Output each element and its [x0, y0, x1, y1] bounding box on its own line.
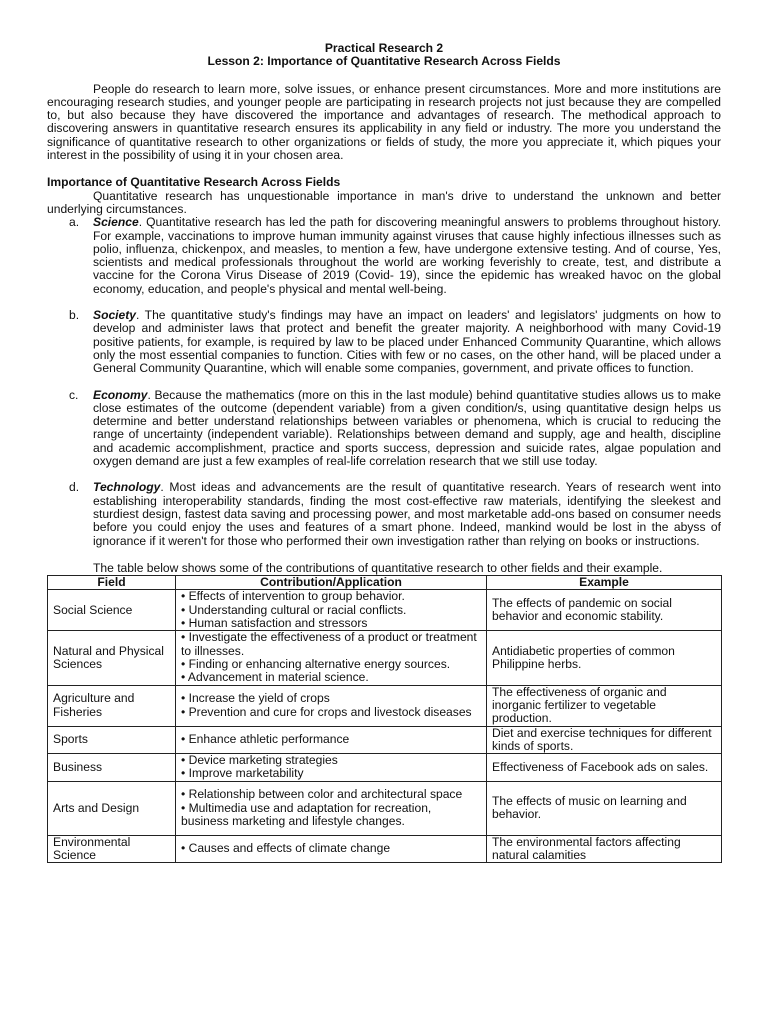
contribution-item: • Increase the yield of crops [181, 691, 330, 706]
table-header-row [48, 576, 722, 590]
example-cell: Diet and exercise techniques for different kinds of sports. [487, 726, 722, 754]
example-cell: The effects of music on learning and behavior. [487, 781, 722, 835]
field-cell: Environmental Science [48, 835, 176, 863]
list-item-letter: b. [69, 308, 80, 323]
example-cell: Antidiabetic properties of common Philippine herbs. [487, 631, 722, 685]
table-row [48, 590, 722, 631]
contribution-item: • Device marketing strategies [181, 753, 338, 768]
list-item-letter: d. [69, 480, 80, 495]
contribution-item: • Relationship between color and architectural space [181, 787, 463, 802]
contribution-item: • Multimedia use and adaptation for recreation, business marketing and lifestyle changes. [181, 800, 432, 828]
contribution-item: • Causes and effects of climate change [181, 841, 391, 856]
document-title: Practical Research 2 [324, 41, 444, 55]
contribution-item: • Improve marketability [181, 766, 304, 781]
table-intro: The table below shows some of the contributions of quantitative research to other fields and their example. [93, 560, 663, 575]
example-cell: The effects of pandemic on social behavior and economic stability. [487, 590, 722, 631]
field-cell: Social Science [48, 590, 176, 631]
list-item-economy [47, 389, 721, 469]
example-cell: The environmental factors affecting natural calamities [487, 835, 722, 863]
list-item-text: . Most ideas and advancements are the result of quantitative research. Years of research went into establishing interoperability standards, finding the most cost-effective raw materials, identifying the sleekest and sturdiest design, fastest data saving and processing power, and most marketable add-ons based on consumer needs before you could enjoy the uses and features of a smart phone. Indeed, mankind would be lost in the abyss of ignorance if it weren't for those who performed their own investigation rather than relying on books or instructions. [93, 480, 721, 548]
table-row [48, 631, 722, 685]
contribution-cell [176, 590, 487, 631]
section-intro: Quantitative research has unquestionable importance in man's drive to understand the unknown and better underlying circumstances. [47, 188, 721, 216]
list-item-science [47, 216, 721, 296]
list-item-letter: c. [69, 387, 79, 402]
table-row [48, 685, 722, 726]
column-header-example: Example [487, 576, 722, 590]
lesson-title: Lesson 2: Importance of Quantitative Research Across Fields [207, 54, 561, 69]
field-cell: Agriculture and Fisheries [48, 685, 176, 726]
list-item-title: Science [93, 215, 139, 230]
contribution-item: • Prevention and cure for crops and livestock diseases [181, 704, 472, 719]
contribution-item: • Finding or enhancing alternative energy sources. [181, 656, 451, 671]
list-item-technology [47, 481, 721, 547]
list-item-text: . Because the mathematics (more on this in the last module) behind quantitative studies allows us to make close estimates of the outcome (dependent variable) from a given condition/s, using quantitative design helps us determine and better understand relationships between variables or phenomena, which is crucial to reducing the range of uncertainty (independent variable). Relationships between demand and supply, age and health, discipline and academic accomplishment, practice and sports success, depression and suicide rates, algae population and oxygen demand are just a few examples of real-life correlation research that we still use today. [93, 387, 721, 469]
column-header-contribution: Contribution/Application [176, 576, 487, 590]
intro-paragraph: People do research to learn more, solve issues, or enhance present circumstances. More and more institutions are encouraging research studies, and younger people are participating in research projects not just because they are compelled to, but also because they have discovered the importance and advantages of research. The methodical approach to discovering answers in quantitative research ensures its applicability in any field or industry. The more you understand the significance of quantitative research to other organizations or fields of study, the more you appreciate it, which piques your interest in the possibility of using it in your chosen area. [47, 81, 721, 163]
contribution-item: • Effects of intervention to group behavior. [181, 589, 405, 604]
contribution-cell [176, 754, 487, 782]
list-item-title: Economy [93, 387, 148, 402]
table-row [48, 835, 722, 863]
list-item-title: Technology [93, 480, 161, 495]
contribution-item: • Investigate the effectiveness of a product or treatment to illnesses. [181, 630, 477, 658]
table-row [48, 726, 722, 754]
field-cell: Business [48, 754, 176, 782]
list-item-text: . The quantitative study's findings may have an impact on leaders' and legislators' judgments on how to develop and administer laws that protect and benefit the greater majority. A neighborhood with many Covid-19 positive patients, for example, is required by law to be placed under Enhanced Community Quarantine, which allows only the most essential companies to function. Cities with few or no cases, on the other hand, will be placed under a General Community Quarantine, which will enable some companies, government, and private offices to function. [93, 308, 721, 376]
table-row [48, 781, 722, 835]
table-row [48, 754, 722, 782]
field-cell: Sports [48, 726, 176, 754]
contribution-item: • Human satisfaction and stressors [181, 616, 368, 631]
contribution-cell [176, 631, 487, 685]
list-item-letter: a. [69, 215, 80, 230]
list-item-title: Society [93, 308, 137, 323]
list-item-society [47, 309, 721, 375]
contribution-item: • Advancement in material science. [181, 670, 369, 685]
section-heading: Importance of Quantitative Research Across Fields [47, 175, 341, 190]
contribution-cell [176, 685, 487, 726]
column-header-field: Field [48, 576, 176, 590]
field-cell: Arts and Design [48, 781, 176, 835]
contribution-item: • Understanding cultural or racial conflicts. [181, 602, 407, 617]
example-cell: Effectiveness of Facebook ads on sales. [487, 754, 722, 782]
contribution-cell [176, 781, 487, 835]
contribution-item: • Enhance athletic performance [181, 732, 350, 747]
contribution-cell [176, 835, 487, 863]
field-cell: Natural and Physical Sciences [48, 631, 176, 685]
example-cell: The effectiveness of organic and inorganic fertilizer to vegetable production. [487, 685, 722, 726]
contribution-cell [176, 726, 487, 754]
contributions-table [47, 575, 722, 863]
document-page [47, 42, 721, 863]
importance-list [47, 216, 721, 548]
list-item-text: . Quantitative research has led the path for discovering meaningful answers to problems throughout history. For example, vaccinations to improve human immunity against viruses that cause highly infectious illnesses such as polio, influenza, chickenpox, and measles, to mention a few, have undergone extensive testing. And of course, Yes, scientists and medical professionals throughout the world are working feverishly to create, test, and distribute a vaccine for the Corona Virus Disease of 2019 (Covid- 19), since the epidemic has wreaked havoc on the global economy, education, and people's physical and mental well-being. [93, 215, 721, 296]
